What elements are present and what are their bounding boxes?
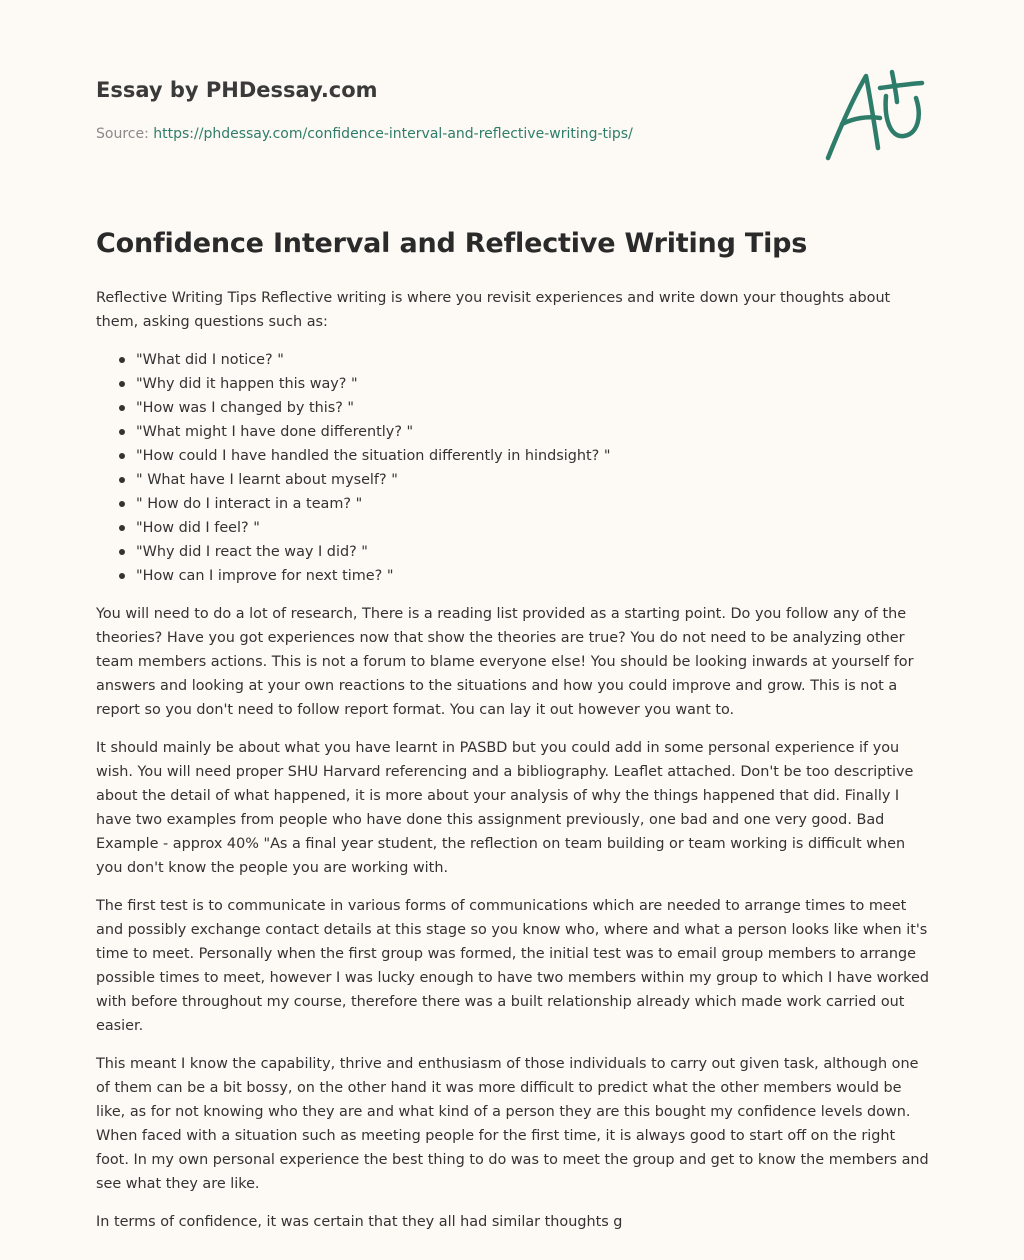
body-paragraph: It should mainly be about what you have learnt in PASBD but you could add in some personal experience if you wish. You will need proper SHU Harvard referencing and a bibliography. Leaflet attached. Don't be too descriptive about the detail of what happened, it is more about your analysis of why the things happened that did. Finally I have two examples from people who have done this assignment previously, one bad and one very good. Bad Example - approx 40% "As a final year student, the reflection on team building or team working is difficult when you don't know the people you are working with. (96, 740, 914, 876)
source-line (96, 124, 796, 144)
essay-content (96, 224, 932, 1248)
list-item: "How can I improve for next time? " (136, 564, 932, 588)
a-plus-grade-icon (818, 66, 930, 166)
intro-paragraph: Reflective Writing Tips Reflective writing is where you revisit experiences and write down your thoughts about them, asking questions such as: (96, 290, 891, 330)
essay-title: Confidence Interval and Reflective Writing Tips (96, 228, 808, 259)
list-item: "What might I have done differently? " (136, 420, 932, 444)
essay-header (96, 76, 796, 144)
list-item: "How was I changed by this? " (136, 396, 932, 420)
body-paragraph: The first test is to communicate in various forms of communications which are needed to arrange times to meet and possibly exchange contact details at this stage so you know who, where and what a person looks like when it's time to meet. Personally when the first group was formed, the initial test was to email group members to arrange possible times to meet, however I was lucky enough to have two members within my group to which I have worked with before throughout my course, therefore there was a built relationship already which made work carried out easier. (96, 898, 929, 1034)
list-item: " How do I interact in a team? " (136, 492, 932, 516)
list-item: "How could I have handled the situation differently in hindsight? " (136, 444, 932, 468)
list-item: "How did I feel? " (136, 516, 932, 540)
list-item: "What did I notice? " (136, 348, 932, 372)
question-list (96, 348, 932, 588)
list-item: " What have I learnt about myself? " (136, 468, 932, 492)
body-paragraph: This meant I know the capability, thrive and enthusiasm of those individuals to carry out given task, although one of them can be a bit bossy, on the other hand it was more difficult to predict what the other members would be like, as for not knowing who they are and what kind of a person they are this bought my confidence levels down. When faced with a situation such as meeting people for the first time, it is always good to start off on the right foot. In my own personal experience the best thing to do was to meet the group and get to know the members and see what they are like. (96, 1056, 929, 1192)
list-item: "Why did it happen this way? " (136, 372, 932, 396)
body-paragraph: In terms of confidence, it was certain that they all had similar thoughts g (96, 1214, 623, 1230)
list-item: "Why did I react the way I did? " (136, 540, 932, 564)
source-label: Source: (96, 126, 154, 142)
body-paragraph: You will need to do a lot of research, There is a reading list provided as a starting point. Do you follow any of the theories? Have you got experiences now that show the theories are true? You do not need to be analyzing other team members actions. This is not a forum to blame everyone else! You should be looking inwards at yourself for answers and looking at your own reactions to the situations and how you could improve and grow. This is not a report so you don't need to follow report format. You can lay it out however you want to. (96, 606, 914, 718)
source-link[interactable]: https://phdessay.com/confidence-interval-and-reflective-writing-tips/ (153, 126, 633, 142)
brand-title: Essay by PHDessay.com (96, 78, 378, 102)
